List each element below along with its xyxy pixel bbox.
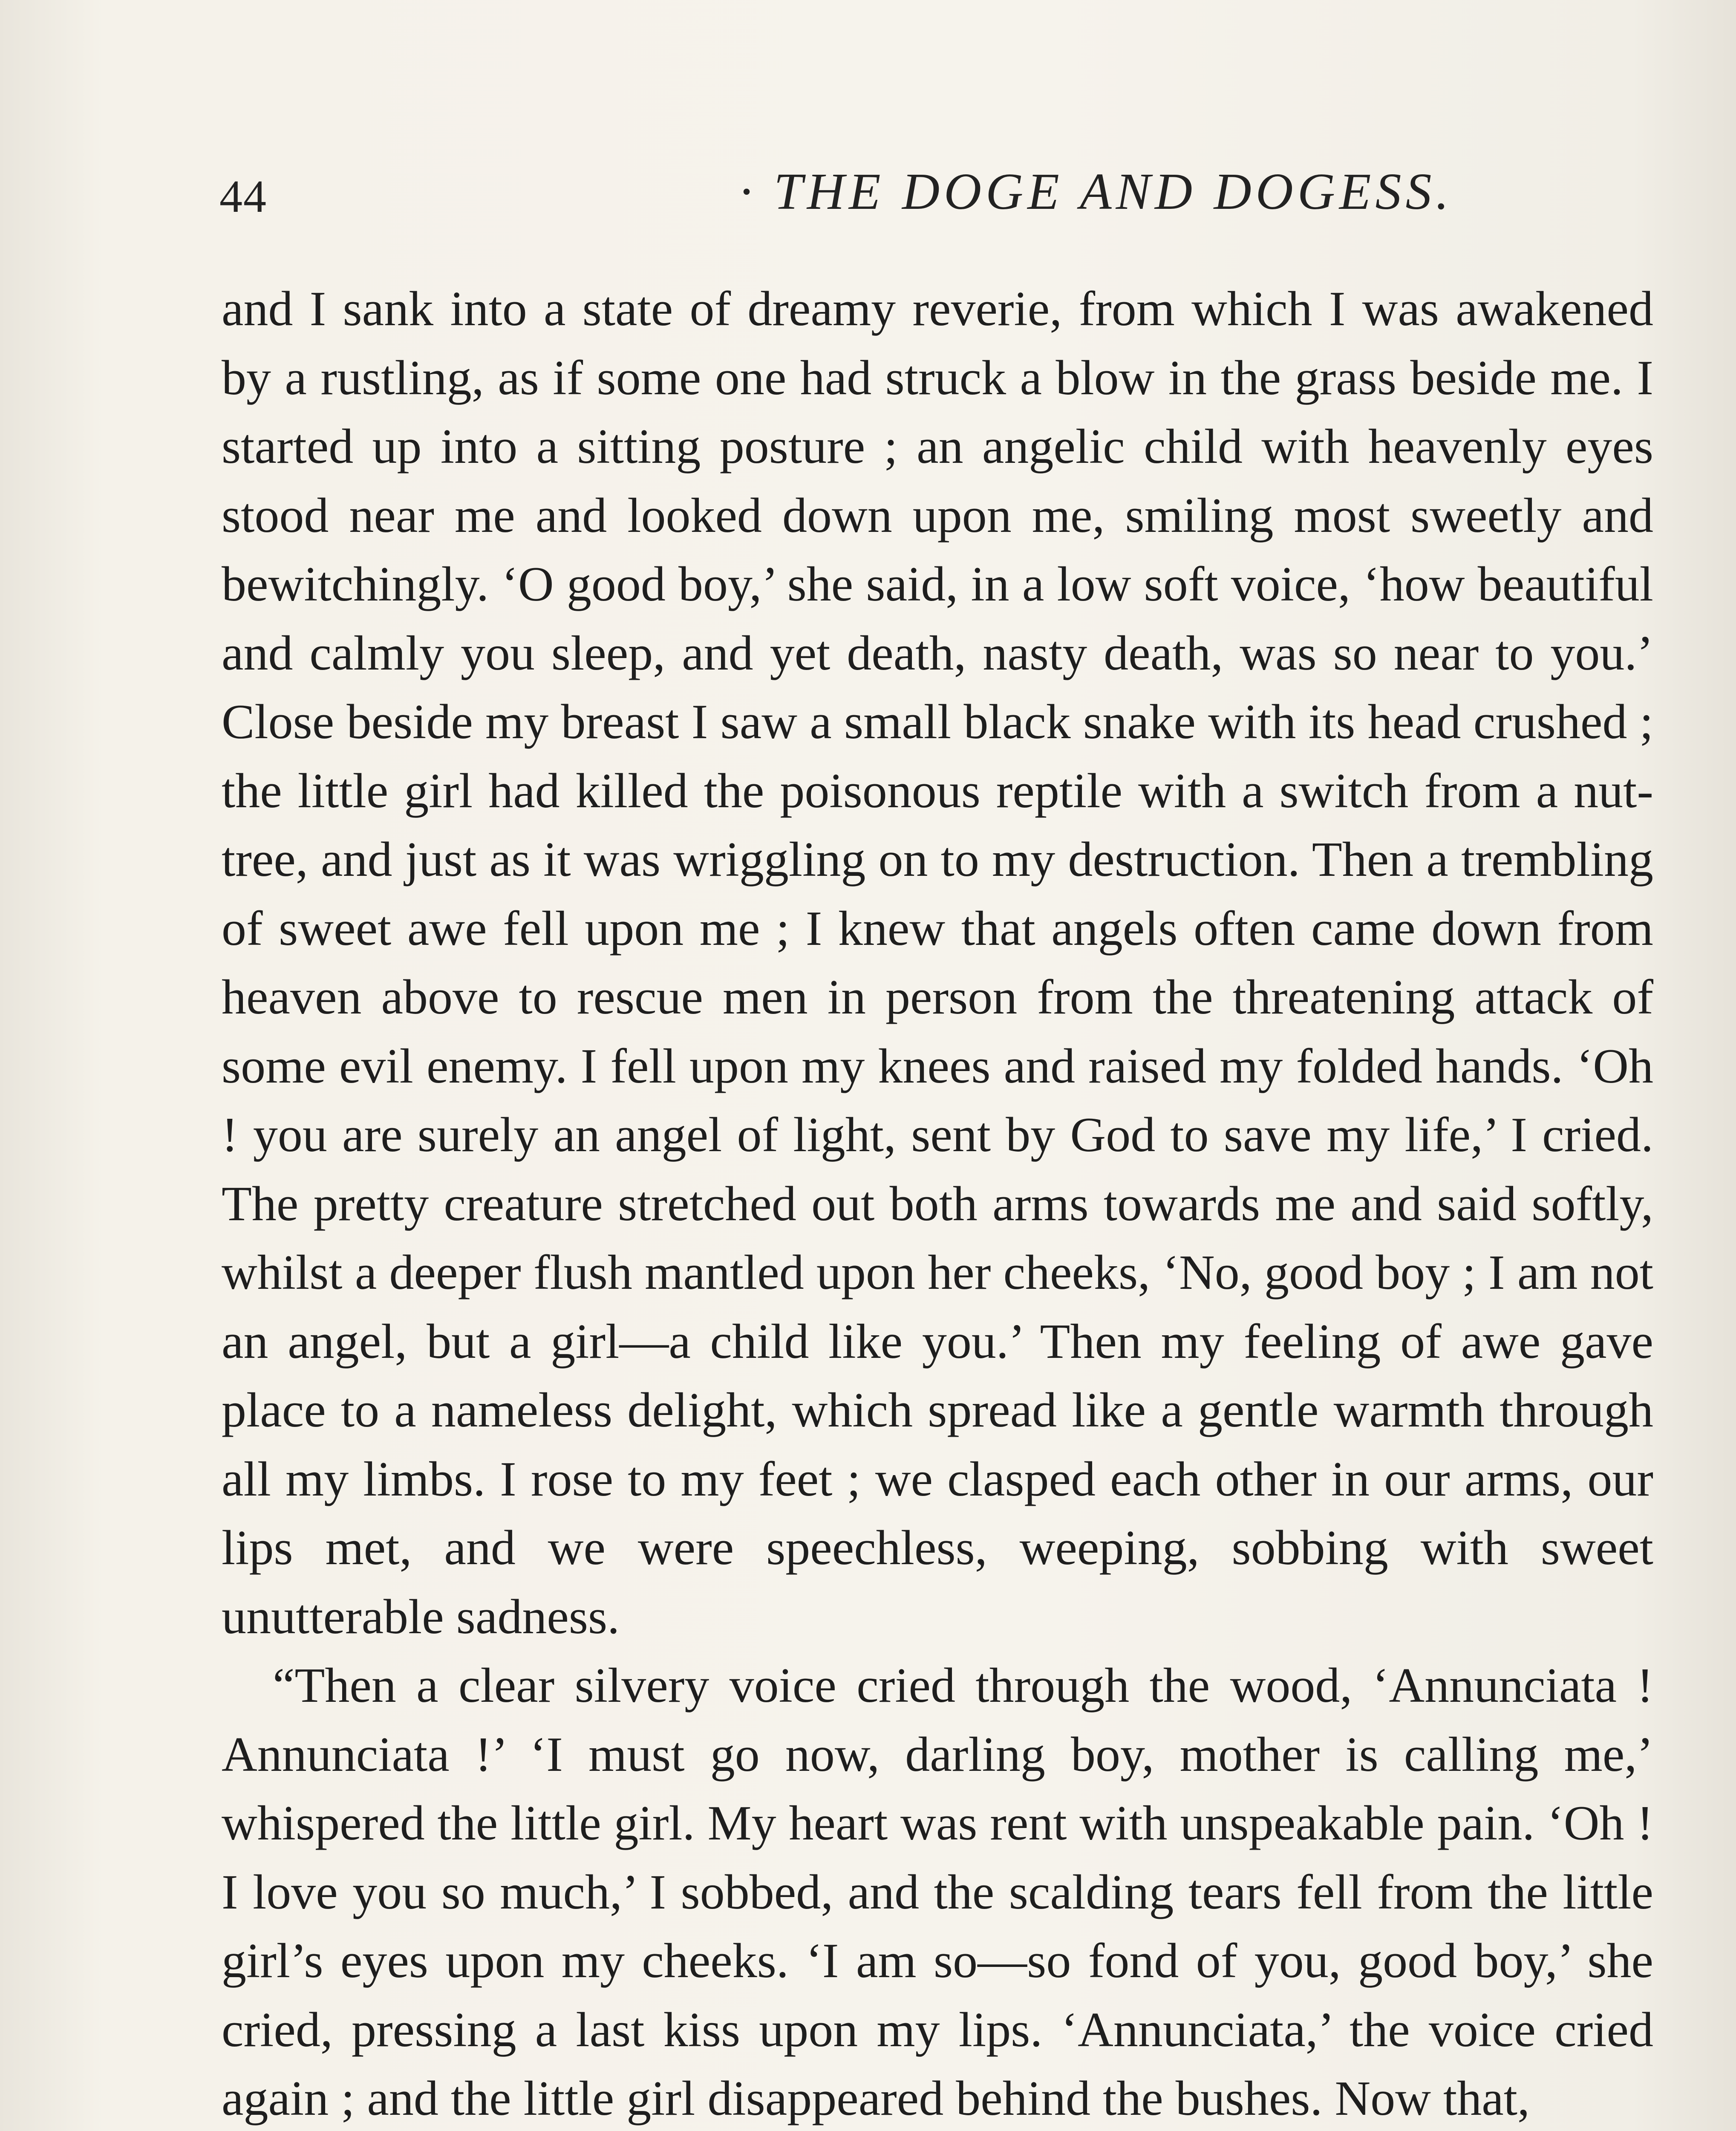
paragraph-1: and I sank into a state of dreamy reverie, from which I was awakened by a rustling, as if some one had struck a blow in the grass beside me. I started up into a sitting posture ; an angelic child with heavenly eyes stood near me and looked down upon me, smiling most sweetly and bewitchingly. ‘O good boy,’ she said, in a low soft voice, ‘how beautiful and calmly you sleep, and yet death, nasty death, was so near to you.’ Close beside my breast I saw a small black snake with its head crushed ; the little girl had killed the poisonous reptile with a switch from a nut-tree, and just as it was wriggling on to my destruction. Then a trembling of sweet awe fell upon me ; I knew that angels often came down from heaven above to rescue men in person from the threatening attack of some evil enemy. I fell upon my knees and raised my folded hands. ‘Oh ! you are surely an angel of light, sent by God to save my life,’ I cried. The pretty creature stretched out both arms towards me and said softly, whilst a deeper flush mantled upon her cheeks, ‘No, good boy ; I am not an angel, but a girl—a child like you.’ Then my feeling of awe gave place to a nameless delight, which spread like a gentle warmth through all my limbs. I rose to my feet ; we clasped each other in our arms, our lips met, and we were speechless, weeping, sobbing with sweet unutterable sadness. — [222, 282, 1653, 1644]
paragraph-2: “Then a clear silvery voice cried through the wood, ‘Annunciata ! Annunciata !’ ‘I must go now, darling boy, mother is calling me,’ whispered the little girl. My heart was rent with unspeakable pain. ‘Oh ! I love you so much,’ I sobbed, and the scalding tears fell from the little girl’s eyes upon my cheeks. ‘I am so—so fond of you, good boy,’ she cried, pressing a last kiss upon my lips. ‘Annunciata,’ the voice cried again ; and the little girl disappeared behind the bushes. Now that, — [222, 1658, 1653, 2126]
page-number: 44 — [219, 171, 267, 222]
running-title: · THE DOGE AND DOGESS. — [739, 163, 1453, 220]
body-text — [222, 275, 1653, 2131]
page-header — [219, 162, 1651, 234]
